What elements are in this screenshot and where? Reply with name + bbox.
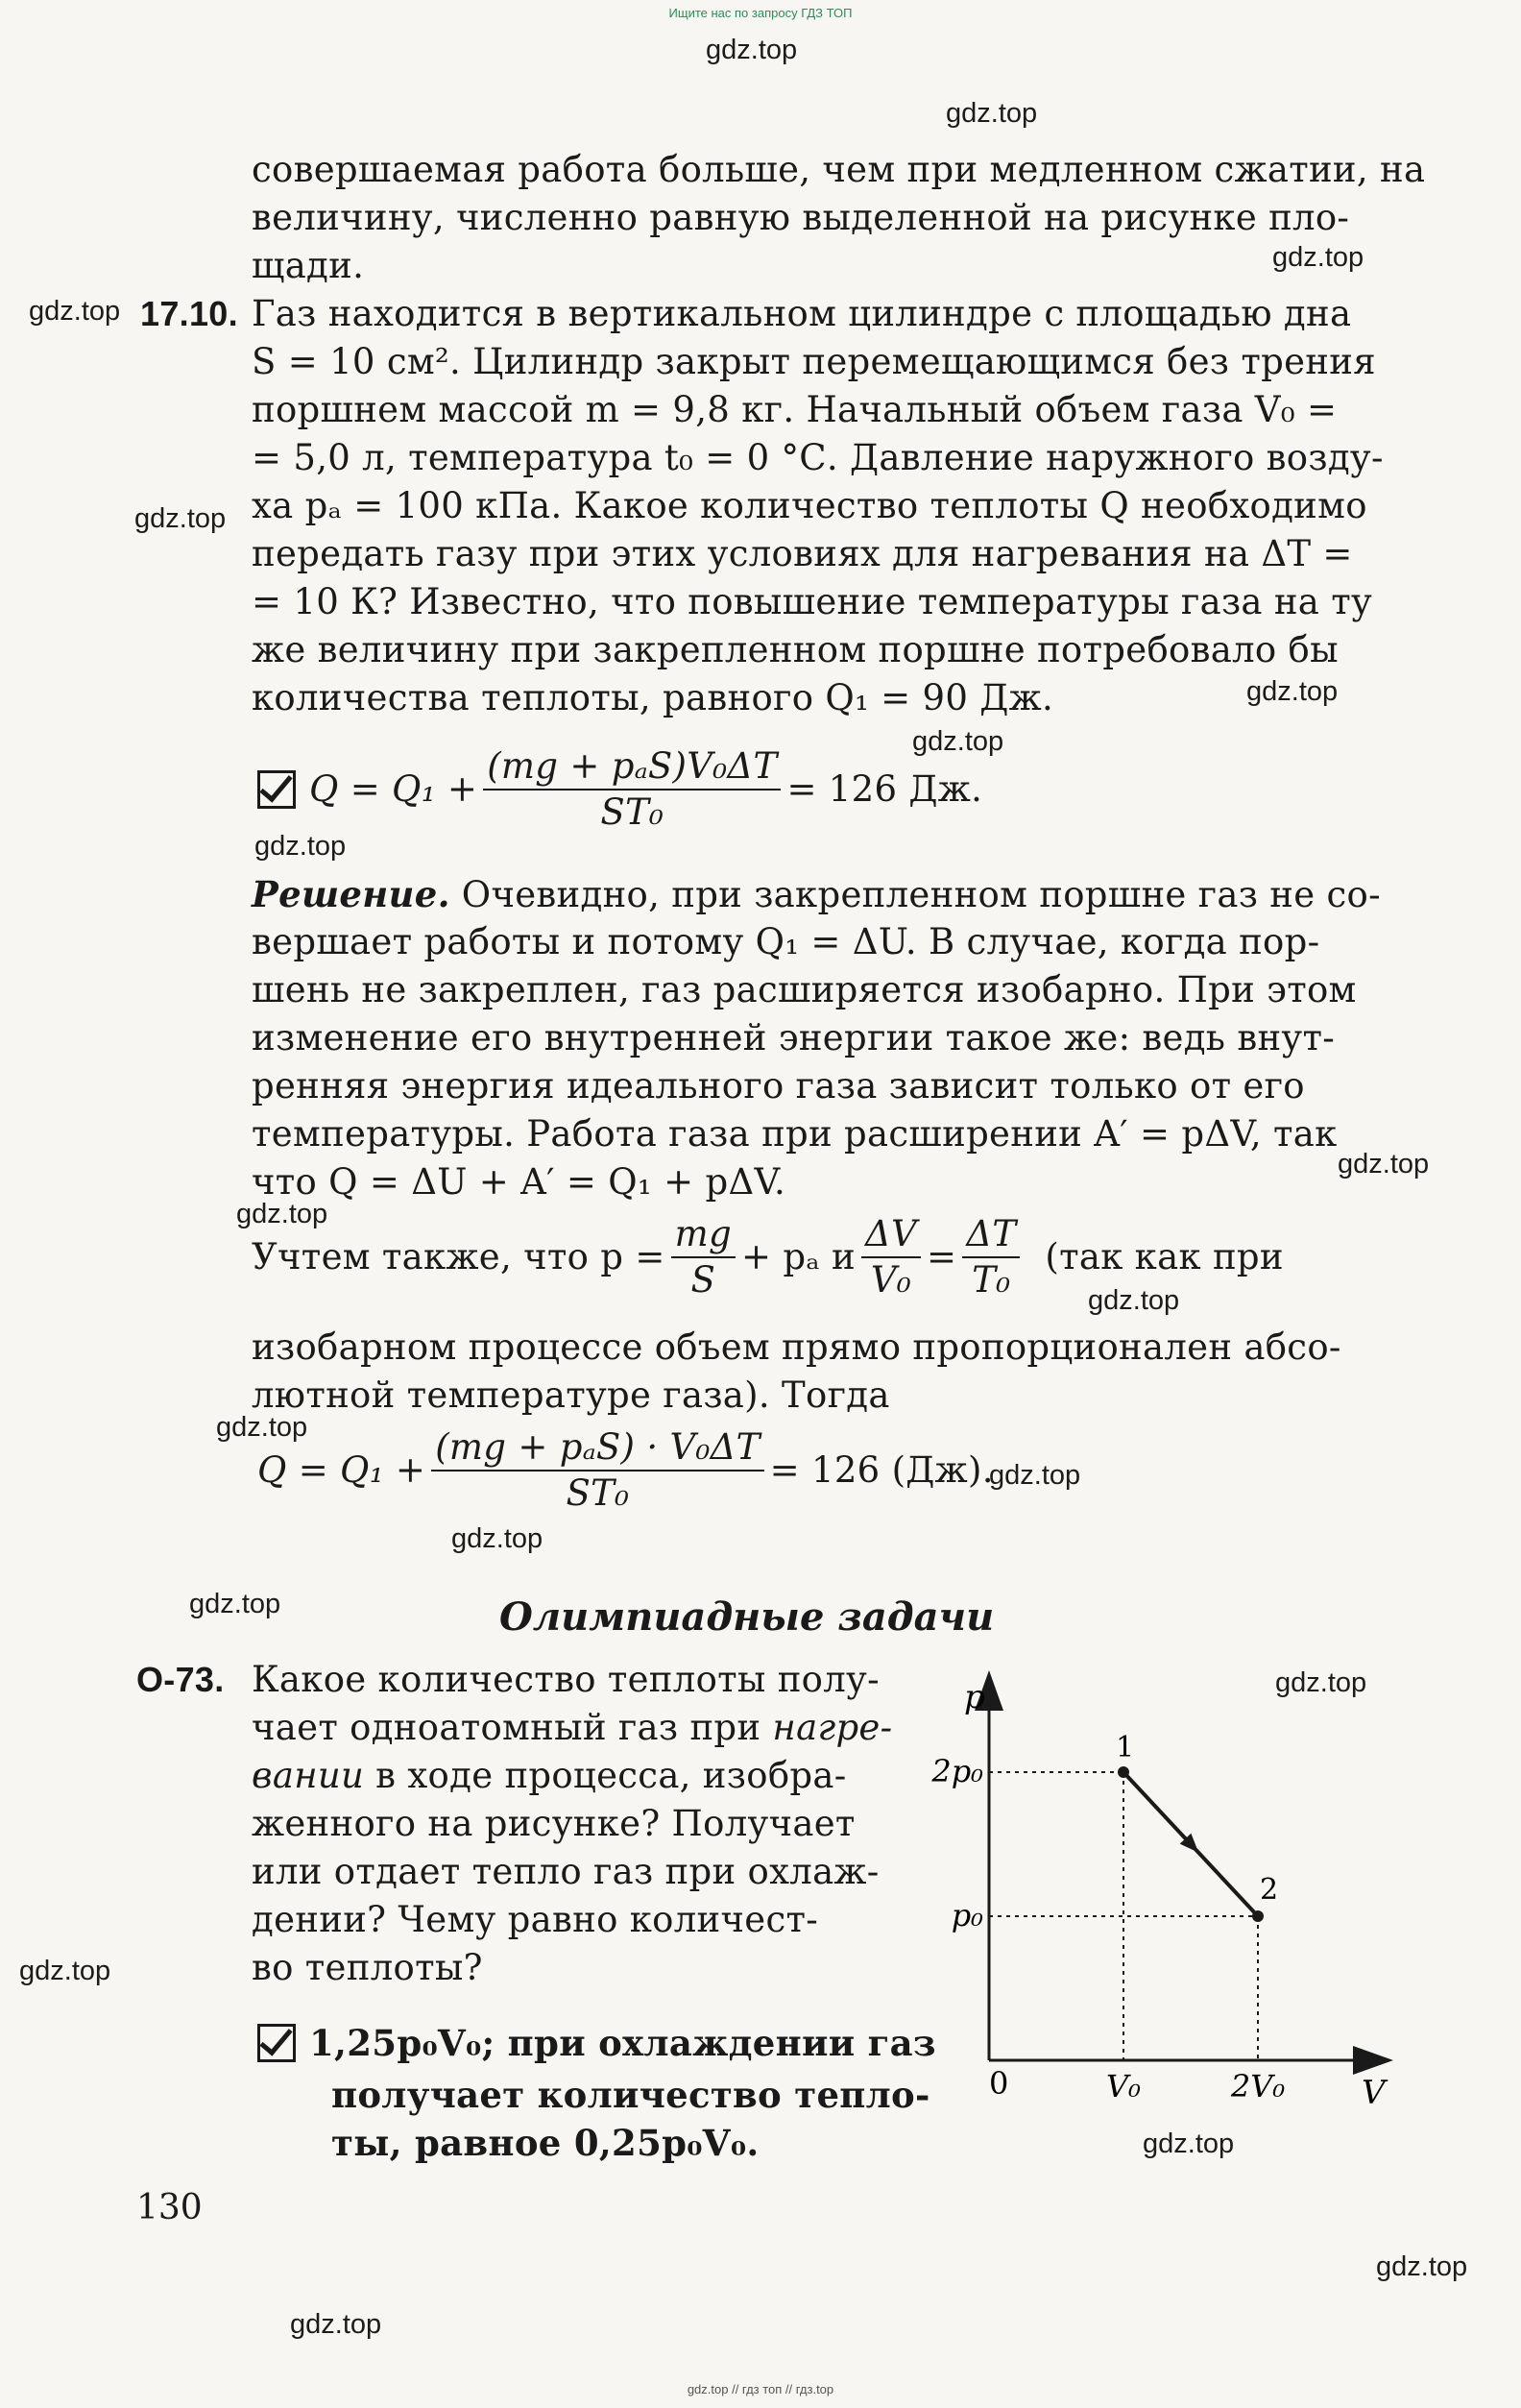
text-span: + pₐ и [741,1236,856,1277]
text-span: (так как при [1045,1236,1284,1277]
answer-formula [257,744,982,835]
text-line: температуры. Работа газа при расширении A′ = pΔV, так [252,1113,1338,1155]
text-span: чает одноатомный газ при [252,1707,773,1748]
text-line: изобарном процессе объем прямо пропорционален абсо- [252,1326,1341,1368]
watermark: gdz.top [29,296,121,327]
problem-number: О-73. [136,1660,225,1699]
watermark: gdz.top [189,1589,281,1619]
formula-right: = 126 Дж. [786,768,983,810]
fraction-denominator: S [690,1259,716,1301]
text-line: вершает работы и потому Q₁ = ΔU. В случае, когда пор- [252,921,1320,962]
fraction-numerator: ΔV [861,1212,921,1258]
fraction-numerator: ΔT [962,1212,1020,1258]
checkbox-icon [257,2024,296,2062]
bottom-banner: gdz.top // гдз топ // гдз.top [687,2382,834,2396]
text-span: вании [252,1755,365,1796]
text-line: S = 10 см². Цилиндр закрыт перемещающимся без трения [252,341,1376,382]
fraction-numerator: (mg + pₐS) · V₀ΔT [431,1425,763,1472]
text-line [252,1704,892,1752]
page-number: 130 [136,2188,203,2227]
text-line: что Q = ΔU + A′ = Q₁ + pΔV. [252,1161,786,1203]
text-line: Газ находится в вертикальном цилиндре с площадью дна [252,293,1352,334]
text-line: во теплоты? [252,1947,483,1988]
point-1 [1118,1766,1129,1778]
watermark: gdz.top [912,726,1004,757]
text-span: = [927,1236,957,1277]
text-line: = 10 К? Известно, что повышение температуры газа на ту [252,581,1373,622]
formula-left: Q = Q₁ + [257,1449,426,1491]
fraction-denominator: T₀ [972,1259,1011,1301]
watermark: gdz.top [1376,2251,1468,2282]
text-line: совершаемая работа больше, чем при медленном сжатии, на [252,149,1426,190]
text-line: передать газу при этих условиях для нагревания на ΔT = [252,533,1353,574]
fraction [962,1212,1020,1302]
fraction-denominator: V₀ [870,1259,912,1301]
formula-right: = 126 (Дж). [769,1449,994,1491]
watermark: gdz.top [1275,1667,1367,1698]
fraction-numerator: mg [671,1212,736,1258]
y-tick-label: 2p₀ [931,1753,983,1789]
text-line: количества теплоты, равного Q₁ = 90 Дж. [252,677,1054,718]
text-span: в ходе процесса, изобра- [364,1755,847,1796]
text-line [252,870,1381,919]
text-line: дении? Чему равно количест- [252,1899,819,1940]
text-line: же величину при закрепленном поршне потребовало бы [252,629,1339,670]
problem-number: 17.10. [140,294,238,333]
text-line: Какое количество теплоты полу- [252,1659,880,1700]
watermark: gdz.top [1272,242,1364,273]
text-line: = 5,0 л, температура t₀ = 0 °С. Давление наружного возду- [252,437,1384,478]
watermark: gdz.top [706,35,798,65]
watermark: gdz.top [236,1199,328,1229]
watermark: gdz.top [134,503,227,534]
answer-text: 1,25p₀V₀; при охлаждении газ [309,2022,936,2064]
watermark: gdz.top [290,2309,382,2340]
solution-formula [257,1425,994,1516]
checkbox-icon [257,770,296,809]
section-heading: Олимпиадные задачи [499,1594,995,1640]
watermark: gdz.top [1143,2128,1235,2159]
text-line: шень не закреплен, газ расширяется изобарно. При этом [252,969,1357,1010]
watermark: gdz.top [19,1956,111,1986]
origin-label: 0 [989,2065,1009,2102]
fraction [671,1212,736,1302]
text-line: женного на рисунке? Получает [252,1803,856,1844]
fraction [861,1212,921,1302]
text-line: изменение его внутренней энергии такое же: ведь внут- [252,1017,1336,1058]
formula-left: Q = Q₁ + [309,768,478,810]
text-line: лютной температуре газа). Тогда [252,1374,890,1416]
fraction [483,744,781,835]
fraction-numerator: (mg + pₐS)V₀ΔT [483,744,781,791]
text-line: величину, численно равную выделенной на рисунке пло- [252,197,1350,238]
answer-text: получает количество тепло- [331,2074,930,2116]
text-line: ренняя энергия идеального газа зависит только от его [252,1065,1305,1107]
solution-label: Решение. [252,873,450,915]
text-line: поршнем массой m = 9,8 кг. Начальный объем газа V₀ = [252,389,1338,430]
text-line [252,1752,847,1800]
y-tick-label: p₀ [951,1897,983,1934]
watermark: gdz.top [216,1412,308,1443]
point-label: 2 [1260,1873,1279,1907]
point-2 [1252,1910,1264,1922]
fraction-denominator: ST₀ [566,1472,630,1514]
text-line-with-fractions [252,1212,1284,1302]
text-span: Очевидно, при закрепленном поршне газ не со- [449,874,1381,915]
text-line: или отдает тепло газ при охлаж- [252,1851,880,1892]
watermark: gdz.top [1338,1149,1430,1180]
watermark: gdz.top [1088,1285,1180,1316]
fraction [431,1425,763,1516]
watermark: gdz.top [989,1460,1081,1491]
pv-diagram [931,1671,1392,2132]
text-span: нагре- [772,1707,893,1748]
x-tick-label: V₀ [1106,2068,1141,2104]
text-line: ха pₐ = 100 кПа. Какое количество теплоты Q необходимо [252,485,1367,526]
v-axis-label: V [1362,2074,1386,2112]
watermark: gdz.top [254,831,347,862]
x-tick-label: 2V₀ [1230,2068,1286,2104]
watermark: gdz.top [1246,676,1339,707]
p-axis-label: p [964,1678,985,1716]
answer-text: ты, равное 0,25p₀V₀. [331,2122,760,2164]
text-span: Учтем также, что p = [252,1236,665,1277]
watermark: gdz.top [451,1523,543,1554]
fraction-denominator: ST₀ [600,791,664,833]
text-line: щади. [252,245,365,286]
watermark: gdz.top [946,98,1038,129]
point-label: 1 [1116,1731,1135,1764]
answer-line [257,2019,936,2067]
top-banner: Ищите нас по запросу ГДЗ ТОП [668,6,853,20]
